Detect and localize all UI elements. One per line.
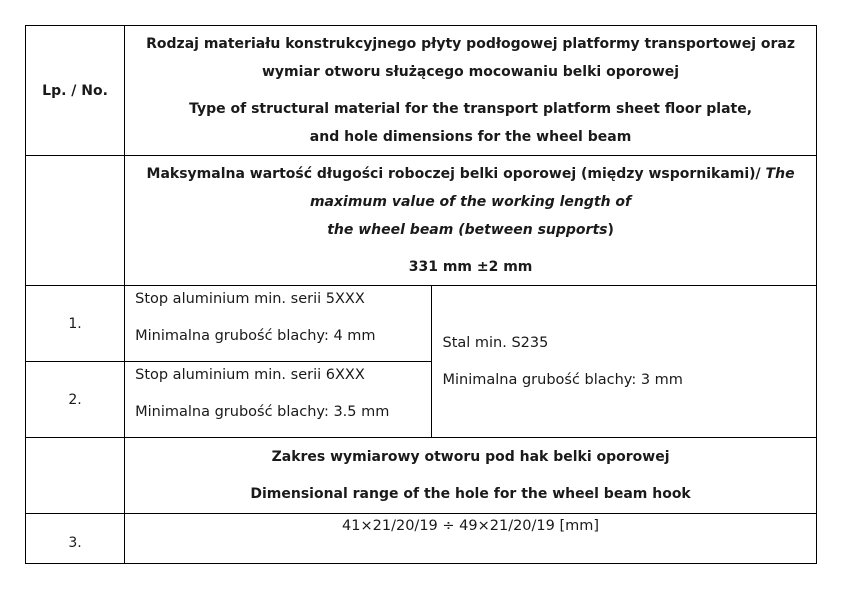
max-length-en-line-3: the wheel beam (between supports [327,222,608,238]
lp-header-cell [26,26,125,156]
header-pl-line-2: wymiar otworu służącego mocowaniu belki oporowej [262,64,680,80]
material-header-cell [125,26,817,156]
header-row [26,26,817,156]
range-header-en: Dimensional range of the hole for the wheel beam hook [250,486,691,502]
max-length-line-2: maximum value of the working length of [309,194,632,210]
row-3-range: 41×21/20/19 ÷ 49×21/20/19 [mm] [342,518,600,534]
max-length-en-the: The [765,166,795,182]
specification-table [25,25,817,564]
row-2-material-cell [125,362,432,438]
row-1-thickness: Minimalna grubość blachy: 4 mm [135,328,376,344]
range-header-row [26,438,817,514]
max-length-row [26,156,817,286]
steel-thickness: Minimalna grubość blachy: 3 mm [442,372,683,388]
max-length-line-1 [125,160,816,188]
range-header-lp-cell [26,438,125,514]
steel-cell [432,286,817,438]
row-2-lp-cell [26,362,125,438]
row-1-lp-cell [26,286,125,362]
row-3-lp: 3. [68,535,82,551]
header-en-line-2: and hole dimensions for the wheel beam [309,129,632,145]
row-3-range-cell [125,514,817,564]
steel-material: Stal min. S235 [442,335,549,351]
header-pl-line-1: Rodzaj materiału konstrukcyjnego płyty podłogowej platformy transportowej oraz [146,36,795,52]
table-row [26,286,817,362]
max-length-lp-cell [26,156,125,286]
max-length-pl-text: Maksymalna wartość długości roboczej belki oporowej (między wspornikami)/ [146,166,766,182]
max-length-line-3 [125,216,816,244]
row-1-lp: 1. [68,315,82,332]
max-length-en-line-3-tail: ) [607,222,614,238]
row-2-material: Stop aluminium min. serii 6XXX [135,367,365,383]
max-length-value: 331 mm ±2 mm [408,259,533,275]
table-row [26,514,817,564]
range-header-pl: Zakres wymiarowy otworu pod hak belki oporowej [271,449,670,465]
row-2-lp: 2. [68,391,82,408]
row-1-material: Stop aluminium min. serii 5XXX [135,291,365,307]
max-length-cell [125,156,817,286]
row-2-thickness: Minimalna grubość blachy: 3.5 mm [135,404,390,420]
row-3-lp-cell [26,514,125,564]
lp-header-label: Lp. / No. [42,82,108,99]
range-header-cell [125,438,817,514]
row-1-material-cell [125,286,432,362]
header-en-line-1: Type of structural material for the transport platform sheet floor plate, [189,101,753,117]
